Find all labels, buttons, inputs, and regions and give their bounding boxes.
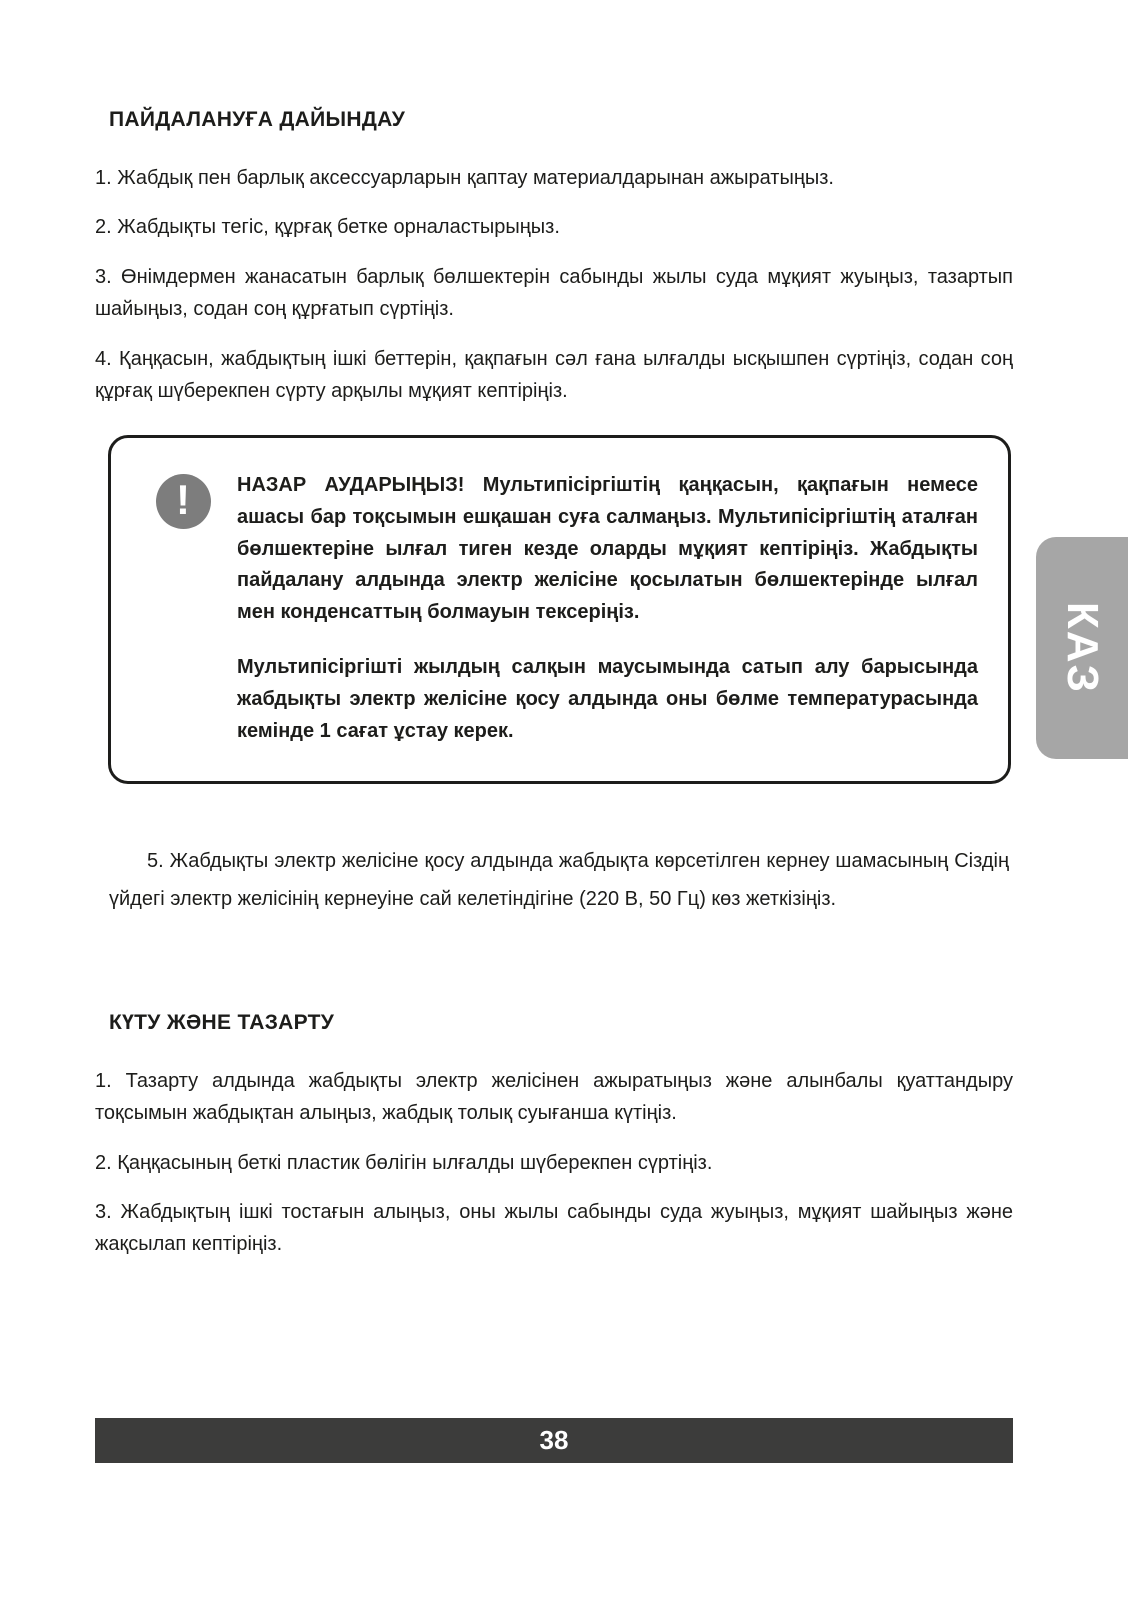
section-title-care: КҮТУ ЖӘНЕ ТАЗАРТУ: [109, 1010, 335, 1034]
page-number-bar: [95, 1418, 1013, 1463]
list-item: 2. Қаңқасының беткі пластик бөлігін ылғалды шүберекпен сүртіңіз.: [95, 1151, 713, 1174]
warning-paragraph: НАЗАР АУДАРЫҢЫЗ! Мультипісіргіштің қаңқасын, қақпағын немесе ашасы бар тоқсымын ешқашан суға салмаңыз. Мультипісіргіштің аталған бөлшектеріне ылғал тиген кезде оларды мұқият кептіріңіз. Жабдықты пайдалану алдында электр желісіне қосылатын бөлшектерінде ылғал мен конденсаттың болмауын тексеріңіз.: [237, 474, 978, 623]
list-item: 2. Жабдықты тегіс, құрғақ бетке орналастырыңыз.: [95, 216, 560, 239]
warning-icon-column: [129, 470, 237, 529]
language-tab: [1036, 537, 1128, 759]
list-item: 3. Өнімдермен жанасатын барлық бөлшектерін сабынды жылы суда мұқият жуыңыз, тазартып шайыңыз, содан соң құрғатып сүртіңіз.: [95, 265, 1013, 321]
list-item: 4. Қаңқасын, жабдықтың ішкі беттерін, қақпағын сәл ғана ылғалды ысқышпен сүртіңіз, содан соң құрғақ шүберекпен сүрту арқылы мұқият кептіріңіз.: [95, 347, 1013, 402]
list-item: 5. Жабдықты электр желісіне қосу алдында жабдықта көрсетілген кернеу шамасының Сіздің үйдегі электр желісінің кернеуіне сай келетіндігіне (220 В, 50 Гц) көз жеткізіңіз.: [109, 850, 1009, 911]
warning-paragraph: Мультипісіргішті жылдың салқын маусымында сатып алу барысында жабдықты электр желісіне қосу алдында оны бөлме температурасында кемінде 1 сағат ұстау керек.: [237, 656, 978, 742]
language-tab-label: КАЗ: [1058, 601, 1108, 695]
exclamation-icon: !: [156, 474, 211, 529]
list-item: 3. Жабдықтың ішкі тостағын алыңыз, оны жылы сабынды суда жуыңыз, мұқият шайыңыз және жақсылап кептіріңіз.: [95, 1201, 1013, 1256]
page-number: 38: [539, 1425, 569, 1455]
warning-box: [108, 435, 1011, 784]
list-item: 1. Тазарту алдында жабдықты электр желісінен ажыратыңыз және алынбалы қуаттандыру тоқсымын жабдықтан алыңыз, жабдық толық суығанша күтіңіз.: [95, 1069, 1013, 1125]
list-item: 1. Жабдық пен барлық аксессуарларын қаптау материалдарынан ажыратыңыз.: [95, 167, 834, 189]
warning-text: [237, 470, 978, 747]
section-title-preparation: ПАЙДАЛАНУҒА ДАЙЫНДАУ: [109, 108, 406, 131]
